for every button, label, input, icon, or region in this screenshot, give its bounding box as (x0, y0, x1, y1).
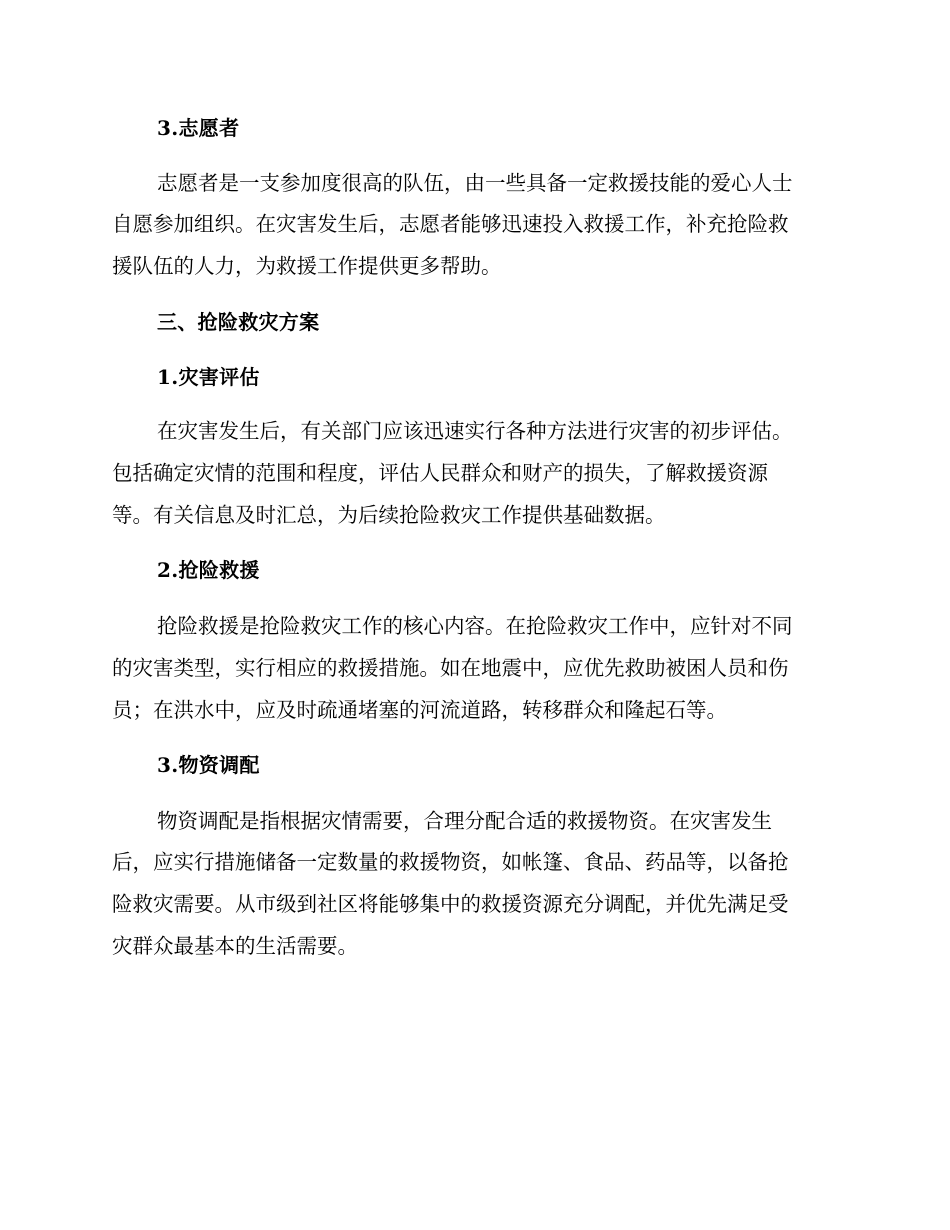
paragraph-line: 在灾害发生后，有关部门应该迅速实行各种方法进行灾害的初步评估。 (157, 419, 793, 443)
paragraph-line: 包括确定灾情的范围和程度，评估人民群众和财产的损失，了解救援资源 (112, 461, 768, 485)
paragraph-line: 员；在洪水中，应及时疏通堵塞的河流道路，转移群众和隆起石等。 (112, 698, 727, 722)
paragraph-line: 物资调配是指根据灾情需要，合理分配合适的救援物资。在灾害发生 (157, 809, 772, 833)
paragraph-line: 抢险救援是抢险救灾工作的核心内容。在抢险救灾工作中，应针对不同 (157, 614, 793, 638)
section-heading: 3.物资调配 (157, 753, 260, 777)
chapter-heading: 三、抢险救灾方案 (157, 310, 320, 334)
paragraph-line: 的灾害类型，实行相应的救援措施。如在地震中，应优先救助被困人员和伤 (112, 656, 789, 680)
paragraph-line: 志愿者是一支参加度很高的队伍，由一些具备一定救援技能的爱心人士 (157, 171, 793, 195)
section-heading: 3.志愿者 (157, 116, 240, 140)
paragraph-line: 灾群众最基本的生活需要。 (112, 934, 358, 958)
paragraph-line: 险救灾需要。从市级到社区将能够集中的救援资源充分调配，并优先满足受 (112, 892, 789, 916)
paragraph-line: 后，应实行措施储备一定数量的救援物资，如帐篷、食品、药品等，以备抢 (112, 850, 789, 874)
section-heading: 1.灾害评估 (157, 365, 260, 389)
paragraph-line: 自愿参加组织。在灾害发生后，志愿者能够迅速投入救援工作，补充抢险救 (112, 212, 789, 236)
paragraph-line: 援队伍的人力，为救援工作提供更多帮助。 (112, 254, 502, 278)
section-heading: 2.抢险救援 (157, 558, 260, 582)
paragraph-line: 等。有关信息及时汇总，为后续抢险救灾工作提供基础数据。 (112, 503, 666, 527)
